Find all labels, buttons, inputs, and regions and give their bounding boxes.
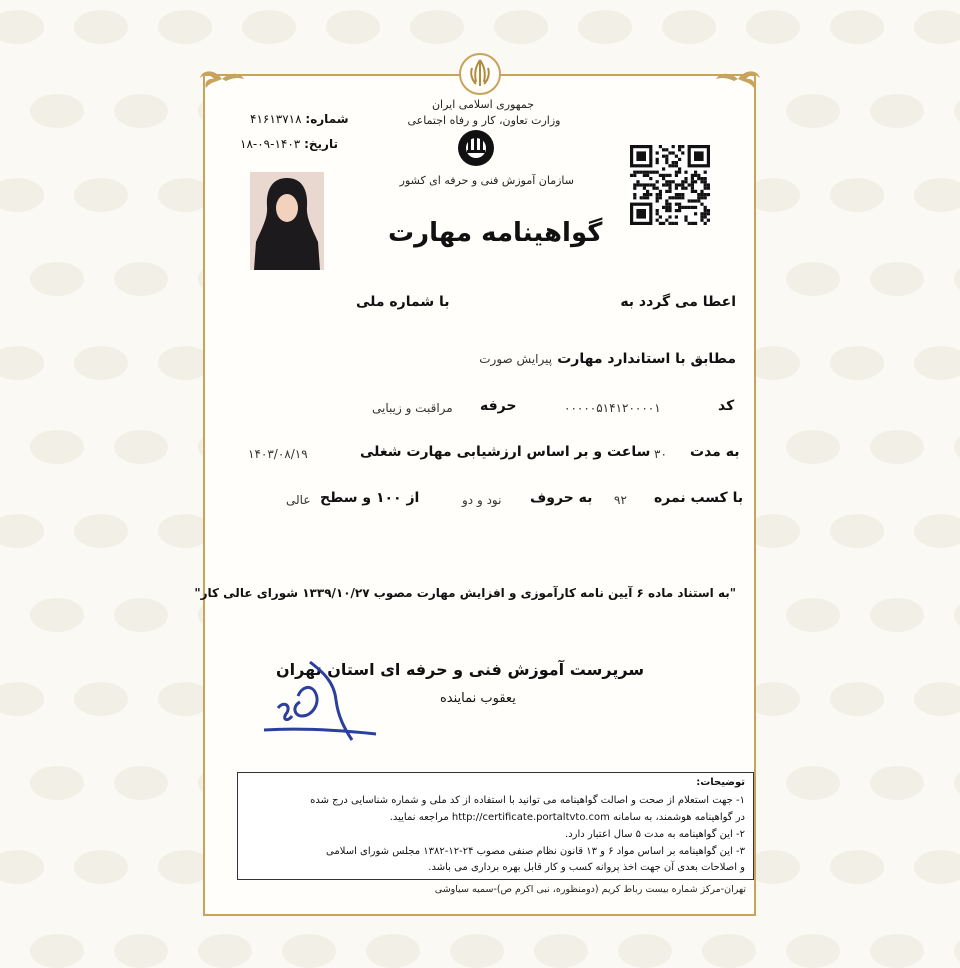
background-motif bbox=[30, 598, 84, 632]
date-label: تاریخ: bbox=[304, 137, 338, 151]
signature-title: سرپرست آموزش فنی و حرفه ای استان تهران bbox=[276, 660, 645, 679]
background-motif bbox=[30, 934, 84, 968]
background-motif bbox=[74, 346, 128, 380]
number-value: ۴۱۶۱۳۷۱۸ bbox=[250, 112, 302, 126]
background-motif bbox=[158, 10, 212, 44]
note-line: ۳- این گواهینامه بر اساس مواد ۶ و ۱۳ قانون نظام صنفی مصوب ۲۴-۱۲-۱۳۸۲ مجلس شورای اسلامی bbox=[326, 846, 745, 857]
background-motif bbox=[954, 598, 960, 632]
background-motif bbox=[242, 10, 296, 44]
background-motif bbox=[914, 514, 960, 548]
background-motif bbox=[954, 430, 960, 464]
notes-box bbox=[237, 772, 754, 880]
background-motif bbox=[618, 934, 672, 968]
background-motif bbox=[74, 10, 128, 44]
background-motif bbox=[914, 10, 960, 44]
level-value: عالی bbox=[286, 493, 311, 507]
background-motif bbox=[198, 934, 252, 968]
trade-value: مراقبت و زیبایی bbox=[372, 401, 453, 415]
signature-icon bbox=[258, 650, 388, 750]
background-motif bbox=[114, 430, 168, 464]
iran-emblem-icon bbox=[456, 52, 504, 96]
standard-label: مطابق با استاندارد مهارت bbox=[557, 351, 736, 367]
footer-text: تهران-مرکز شماره بیست رباط کریم (دومنظوره، نبی اکرم ص)-سمیه سیاوشی bbox=[434, 884, 746, 895]
background-motif bbox=[534, 934, 588, 968]
background-motif bbox=[870, 262, 924, 296]
background-motif bbox=[30, 766, 84, 800]
duration-label: به مدت bbox=[690, 444, 740, 460]
background-motif bbox=[830, 346, 884, 380]
background-motif bbox=[114, 766, 168, 800]
right-ornament-icon bbox=[712, 64, 764, 94]
left-ornament-icon bbox=[196, 64, 248, 94]
out-of-label: از ۱۰۰ و سطح bbox=[320, 490, 420, 506]
background-motif bbox=[786, 262, 840, 296]
background-motif bbox=[786, 430, 840, 464]
national-id-label: با شماره ملی bbox=[356, 294, 450, 310]
exam-date: ۱۴۰۳/۰۸/۱۹ bbox=[248, 447, 308, 461]
background-motif bbox=[0, 346, 44, 380]
background-motif bbox=[870, 934, 924, 968]
background-motif bbox=[662, 10, 716, 44]
background-motif bbox=[74, 178, 128, 212]
portrait-photo bbox=[250, 172, 324, 270]
background-motif bbox=[830, 514, 884, 548]
code-label: کد bbox=[718, 398, 735, 414]
background-motif bbox=[830, 850, 884, 884]
background-motif bbox=[494, 10, 548, 44]
background-motif bbox=[410, 10, 464, 44]
country-name: جمهوری اسلامی ایران bbox=[431, 98, 535, 111]
qr-code-icon[interactable] bbox=[630, 145, 710, 225]
background-motif bbox=[914, 682, 960, 716]
background-motif bbox=[954, 262, 960, 296]
background-motif bbox=[954, 934, 960, 968]
background-motif bbox=[0, 10, 44, 44]
background-motif bbox=[114, 94, 168, 128]
background-motif bbox=[702, 934, 756, 968]
trade-label: حرفه bbox=[480, 398, 517, 414]
background-motif bbox=[786, 766, 840, 800]
letters-label: به حروف bbox=[530, 490, 593, 506]
duration-value: ۳۰ bbox=[654, 447, 667, 461]
background-motif bbox=[954, 766, 960, 800]
certificate-title: گواهینامه مهارت bbox=[388, 218, 603, 248]
number-label: شماره: bbox=[305, 112, 349, 126]
note-line: ۱- جهت استعلام از صحت و اصالت گواهینامه می توانید با استفاده از کد ملی و شماره شناسایی درج شده bbox=[310, 795, 745, 806]
background-motif bbox=[114, 934, 168, 968]
background-motif bbox=[326, 10, 380, 44]
background-motif bbox=[30, 94, 84, 128]
background-motif bbox=[0, 514, 44, 548]
certificate-date bbox=[240, 137, 338, 151]
background-motif bbox=[282, 934, 336, 968]
background-motif bbox=[870, 598, 924, 632]
background-motif bbox=[746, 10, 800, 44]
background-motif bbox=[0, 850, 44, 884]
note-line: و اصلاحات بعدی آن جهت اخذ پروانه کسب و کار قابل بهره برداری می باشد. bbox=[428, 862, 745, 873]
background-motif bbox=[0, 682, 44, 716]
background-motif bbox=[366, 934, 420, 968]
background-motif bbox=[30, 262, 84, 296]
hours-label: ساعت و بر اساس ارزشیابی مهارت شغلی bbox=[360, 444, 651, 460]
background-motif bbox=[578, 10, 632, 44]
standard-value: پیرایش صورت bbox=[479, 352, 553, 366]
awarded-to-label: اعطا می گردد به bbox=[620, 294, 736, 310]
code-value: ۰۰۰۰۰۵۱۴۱۲۰۰۰۰۱ bbox=[564, 401, 661, 415]
background-motif bbox=[870, 94, 924, 128]
organization-name: سازمان آموزش فنی و حرفه ای کشور bbox=[399, 174, 574, 187]
background-motif bbox=[0, 178, 44, 212]
score-value: ۹۲ bbox=[614, 493, 627, 507]
background-motif bbox=[914, 178, 960, 212]
ministry-name: وزارت تعاون، کار و رفاه اجتماعی bbox=[407, 114, 561, 127]
signatory-name: یعقوب نماینده bbox=[440, 691, 516, 706]
background-motif bbox=[74, 850, 128, 884]
background-motif bbox=[30, 430, 84, 464]
background-motif bbox=[786, 934, 840, 968]
background-motif bbox=[74, 514, 128, 548]
date-value: ۱۴۰۳-۰۹-۱۸ bbox=[240, 137, 301, 151]
background-motif bbox=[870, 430, 924, 464]
note-line: در گواهینامه هوشمند، به سامانه http://certificate.portaltvto.com مراجعه نمایید. bbox=[389, 812, 745, 823]
standard-row bbox=[480, 348, 736, 367]
background-motif bbox=[786, 598, 840, 632]
notes-heading: توضیحات: bbox=[696, 777, 745, 788]
background-motif bbox=[830, 682, 884, 716]
tvto-logo-icon bbox=[456, 128, 496, 168]
letters-value: نود و دو bbox=[462, 493, 502, 507]
certificate-number bbox=[250, 112, 349, 126]
background-motif bbox=[914, 346, 960, 380]
background-motif bbox=[870, 766, 924, 800]
background-motif bbox=[114, 598, 168, 632]
score-label: با کسب نمره bbox=[654, 490, 744, 506]
legal-basis: "به استناد ماده ۶ آیین نامه کارآموزی و افزایش مهارت مصوب ۱۳۳۹/۱۰/۲۷ شورای عالی کار" bbox=[194, 586, 736, 600]
background-motif bbox=[74, 682, 128, 716]
background-motif bbox=[450, 934, 504, 968]
background-motif bbox=[914, 850, 960, 884]
note-line: ۲- این گواهینامه به مدت ۵ سال اعتبار دارد. bbox=[565, 829, 745, 840]
background-motif bbox=[786, 94, 840, 128]
background-motif bbox=[830, 10, 884, 44]
background-motif bbox=[830, 178, 884, 212]
background-motif bbox=[954, 94, 960, 128]
background-motif bbox=[114, 262, 168, 296]
